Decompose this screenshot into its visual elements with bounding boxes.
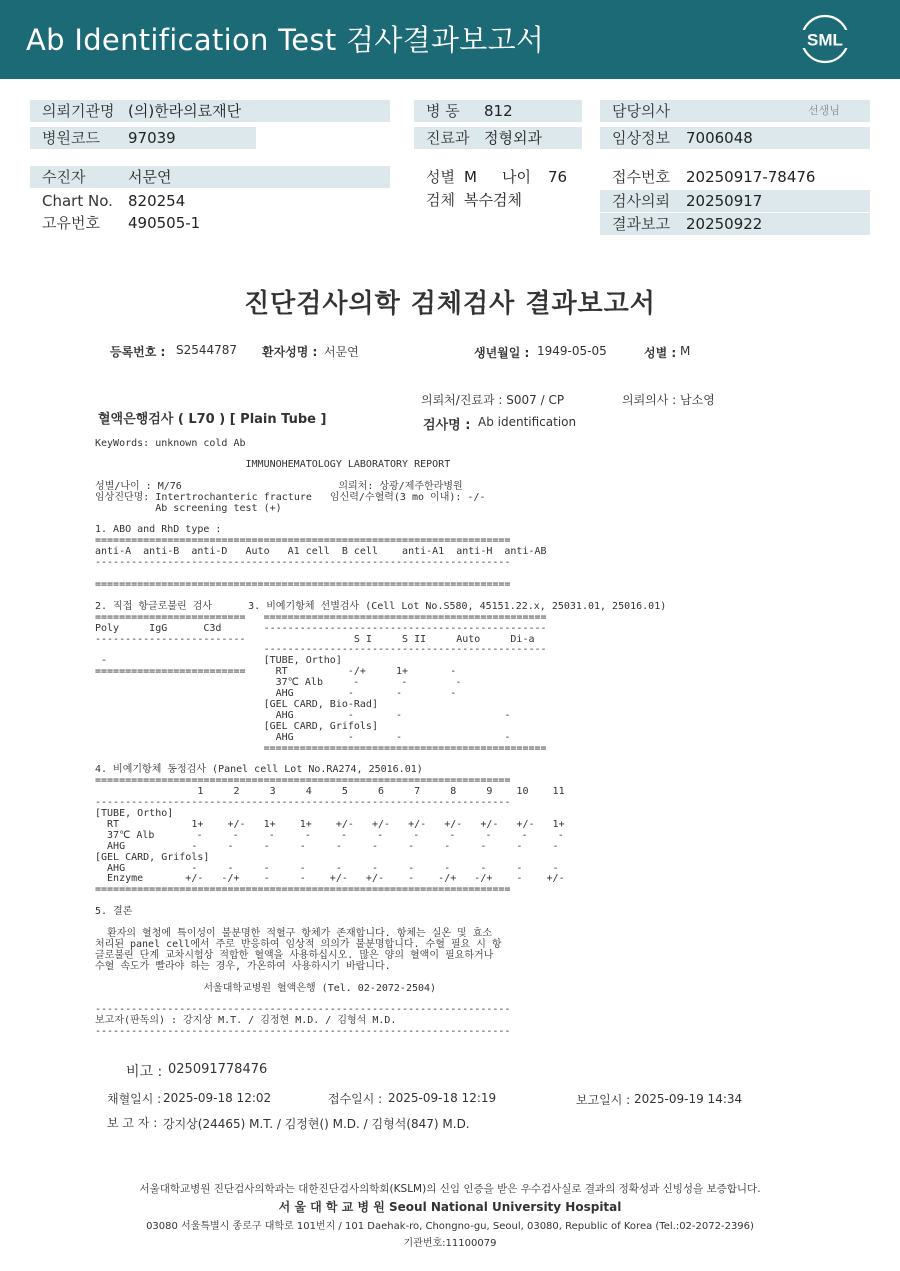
unique-row — [30, 212, 390, 234]
clinical-value: 7006048 — [686, 129, 753, 147]
clinical-row — [600, 127, 870, 149]
patient-label: 수진자 — [42, 168, 86, 186]
note-value: 025091778476 — [168, 1062, 268, 1077]
sml-logo-icon — [796, 13, 854, 65]
ref-dept: 의뢰처/진료과 : S007 / CP — [421, 393, 565, 407]
doctor-suffix: 선생님 — [808, 104, 840, 117]
result-value: 20250922 — [686, 215, 763, 233]
test-name-label: 검사명 : — [423, 418, 471, 433]
lab-report-body: IMMUNOHEMATOLOGY LABORATORY REPORT 성별/나이 : M/76 의뢰처: 상광/제주한라병원 임상진단명: Intertrochanteric fracture 임신력/수혈력(3 mo 이내): -/- Ab screening test (+) 1. ABO and RhD type : ===================================================================== anti-A anti-B anti-D Auto A1 cell B cell anti-A1 anti-H anti-AB --------------------------------------------------------------------- ===================================================================== 2. 직접 항글로불린 검사 3. 비예기항체 선별검사 (Cell Lot No.S580, 45151.22.x, 25031.01, 25016.01) ========================= =============================================== Poly IgG C3d ----------------------------------------------- ------------------------- S I S II Auto Di-a ----------------------------------------------- - [TUBE, Ortho] ========================= RT -/+ 1+ - 37℃ Alb - - - AHG - - - [GEL CARD, Bio-Rad] AHG - - - [GEL CARD, Grifols] AHG - - - =============================================== 4. 비예기항체 동정검사 (Panel cell Lot No.RA274, 25016.01) ===================================================================== 1 2 3 4 5 6 7 8 9 10 11 --------------------------------------------------------------------- [TUBE, Ortho] RT 1+ +/- 1+ 1+ +/- +/- +/- +/- +/- +/- 1+ 37℃ Alb - - - - - - - - - - - AHG - - - - - - - - - - - [GEL CARD, Grifols] AHG - - - - - - - - - - - Enzyme +/- -/+ - - +/- +/- - -/+ -/+ - +/- ===================================================================== 5. 결론 환자의 혈청에 특이성이 불분명한 적혈구 항체가 존재합니다. 항체는 실온 및 효소 처리된 panel cell에서 주로 반응하여 임상적 의의가 불분명합니다. 수혈 필요 시 항 글로불린 단계 교차시험상 적합한 혈액을 사용하십시오. 많은 양의 혈액이 필요하거나 수혈 속도가 빨라야 하는 경우, 가온하여 사용하시기 바랍니다. 서울대학교병원 혈액은행 (Tel. 02-2072-2504) --------------------------------------------------------------------- 보고자(판독의) : 강지상 M.T. / 김정현 M.D. / 김형석 M.D. --------------------------------------------------------------------- — [95, 459, 667, 1038]
report-title: 진단검사의학 검체검사 결과보고서 — [244, 289, 656, 319]
dept-row — [414, 127, 582, 149]
request-value: 20250917 — [686, 192, 763, 210]
receipt-row — [600, 166, 870, 188]
result-row — [600, 213, 870, 235]
specimen-value: 복수검체 — [464, 191, 522, 209]
ward-value: 812 — [484, 102, 513, 120]
receive-value: 2025-09-18 12:19 — [388, 1091, 497, 1105]
sex-age-row — [414, 166, 584, 188]
reg-label: 등록번호 : — [110, 345, 166, 359]
logo-text: SML — [807, 30, 843, 50]
specimen-row — [414, 189, 584, 211]
patient-value: 서문연 — [128, 168, 172, 186]
name-label: 환자성명 : — [262, 345, 318, 359]
reg-value: S2544787 — [176, 343, 238, 357]
footer-institution-number: 기관번호:11100079 — [403, 1238, 497, 1249]
receipt-value: 20250917-78476 — [686, 168, 816, 186]
test-name-value: Ab identification — [478, 415, 577, 429]
keywords: KeyWords: unknown cold Ab — [95, 438, 246, 449]
specimen-label: 검체 — [426, 191, 455, 209]
result-label: 결과보고 — [612, 215, 670, 233]
page-title: Ab Identification Test 검사결과보고서 — [26, 23, 545, 57]
footer-address: 03080 서울특별시 종로구 대학로 101번지 / 101 Daehak-ro, Chongno-gu, Seoul, 03080, Republic of Korea (Tel.:02-2072-2396) — [146, 1221, 754, 1232]
dept-label: 진료과 — [426, 129, 470, 147]
doctor-row — [600, 100, 870, 122]
report-time-value: 2025-09-19 14:34 — [634, 1092, 743, 1106]
reporter-value: 강지상(24465) M.T. / 김정현() M.D. / 김형석(847) M.D. — [163, 1117, 470, 1131]
request-row — [600, 190, 870, 212]
hospital-code-row — [30, 127, 256, 149]
institution-value: (의)한라의료재단 — [128, 102, 242, 120]
ward-label: 병 동 — [426, 102, 460, 120]
institution-row — [30, 100, 390, 122]
footer-hospital-name: 서 울 대 학 교 병 원 Seoul National University Hospital — [278, 1200, 622, 1214]
hospital-code-value: 97039 — [128, 129, 176, 147]
age-value: 76 — [548, 168, 568, 186]
ref-doctor: 의뢰의사 : 남소영 — [622, 393, 715, 407]
age-label: 나이 — [502, 168, 531, 186]
dept-value: 정형외과 — [484, 129, 542, 147]
report-sex-label: 성별 : — [644, 346, 677, 360]
reporter-label: 보 고 자 : — [107, 1116, 158, 1130]
sex-label: 성별 — [426, 168, 455, 186]
hospital-code-label: 병원코드 — [42, 129, 100, 147]
ward-row — [414, 100, 582, 122]
receive-label: 접수일시 : — [328, 1092, 383, 1106]
sex-value: M — [464, 168, 477, 186]
test-code: 혈액은행검사 ( L70 ) [ Plain Tube ] — [98, 412, 327, 427]
chart-label: Chart No. — [42, 192, 113, 210]
collect-value: 2025-09-18 12:02 — [163, 1091, 272, 1105]
receipt-label: 접수번호 — [612, 168, 670, 186]
dob-value: 1949-05-05 — [537, 344, 607, 358]
chart-row — [30, 190, 390, 212]
collect-label: 채혈일시 : — [107, 1092, 162, 1106]
note-label: 비고 : — [126, 1064, 163, 1080]
name-value: 서문연 — [324, 345, 359, 359]
unique-value: 490505-1 — [128, 214, 201, 232]
report-header — [0, 0, 900, 79]
report-time-label: 보고일시 : — [576, 1093, 631, 1107]
unique-label: 고유번호 — [42, 214, 100, 232]
doctor-label: 담당의사 — [612, 102, 670, 120]
footer-certification: 서울대학교병원 진단검사의학과는 대한진단검사의학회(KSLM)의 신임 인증을 받은 우수검사실로 결과의 정확성과 신빙성을 보증합니다. — [139, 1183, 761, 1195]
chart-value: 820254 — [128, 192, 186, 210]
dob-label: 생년월일 : — [474, 346, 530, 360]
patient-row — [30, 166, 390, 188]
request-label: 검사의뢰 — [612, 192, 670, 210]
institution-label: 의뢰기관명 — [42, 102, 115, 120]
clinical-label: 임상정보 — [612, 129, 670, 147]
report-sex-value: M — [680, 344, 691, 358]
